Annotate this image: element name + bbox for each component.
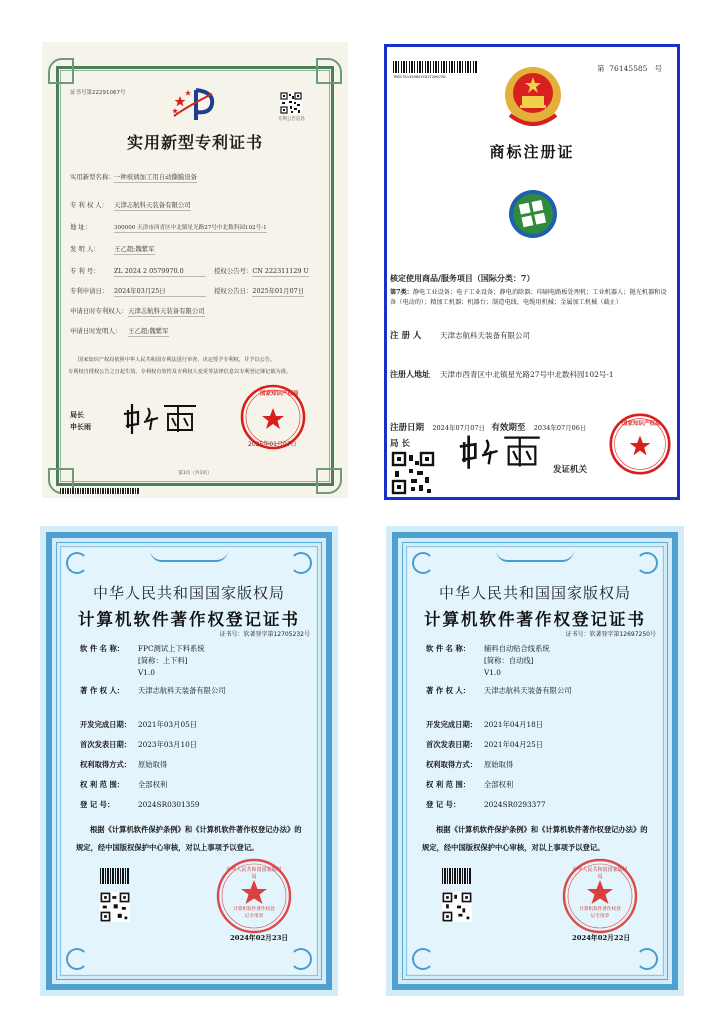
- patent-seal-date: 2025年01月07日: [248, 441, 297, 448]
- issuer-name: 中华人民共和国国家版权局: [92, 584, 285, 602]
- seal-date: 2024年02月23日: [230, 934, 289, 942]
- acquisition-method-row: 权利取得方式： 原始取得: [426, 760, 514, 769]
- corner-swirl-ornament: [412, 552, 434, 574]
- software-version: V1.0: [484, 668, 501, 677]
- software-name-row: 软 件 名 称： 辅料自动贴合线系统: [426, 644, 550, 653]
- certificate-number: 证书号：软著登字第12697250号: [565, 631, 656, 638]
- rights-scope-row: 权 利 范 围： 全部权利: [426, 780, 514, 789]
- patent-director-title: 局长: [70, 410, 84, 419]
- software-version: V1.0: [138, 668, 155, 677]
- patent-seal-text: 国家知识产权局: [260, 391, 299, 397]
- patent-field: 实用新型名称：一种玻璃加工用自动撕膜设备: [70, 173, 198, 181]
- patent-barcode: [60, 488, 140, 494]
- patent-body-text: 国家知识产权局依照中华人民共和国专利法进行审查，决定授予专利权，并予以公告。 专利权自授权公告之日起生效。专利权有效性及专利权人变更等法律信息以专利登记簿记载为准。: [68, 357, 292, 375]
- registrant-row: 注 册 人 天津志航科天装备有限公司: [390, 331, 530, 341]
- software-name-row: 软 件 名 称： FPC测试上下料系统: [80, 644, 205, 653]
- patent-inventor-row: 申请日时发明人： 王乙超;魏紫军: [70, 327, 169, 335]
- publish-date-row: 首次发表日期： 2023年03月10日: [80, 740, 198, 749]
- seal-ring-text: 中华人民共和国国家版权局: [226, 867, 282, 880]
- certificate-qr-code-icon: [100, 892, 130, 922]
- certificate-statement-1: 根据《计算机软件保护条例》和《计算机软件著作权登记办法》的: [436, 825, 648, 834]
- patent-applicant-row: 申请日时专利权人：天津志航科天装备有限公司: [70, 307, 205, 315]
- certificate-title: 计算机软件著作权登记证书: [78, 610, 300, 629]
- seal-date: 2024年02月22日: [572, 934, 631, 942]
- goods-description: 第7类：静电工业设备；电子工业设备；静电消除器；印刷电路板处理机；工业机器人；抛光机器和设备（电动的）；精加工机器；机器台；制造电线、电缆用机械；金属加工机械（截止）: [390, 289, 667, 306]
- software-short-name: [简称：自动线]: [484, 656, 534, 665]
- certificate-barcode: [100, 868, 130, 884]
- software-copyright-certificate: [40, 526, 338, 996]
- patent-date-row: 专利申请日： 2024年03月25日 授权公告日：2025年01月07日: [70, 287, 305, 295]
- corner-swirl-ornament: [636, 552, 658, 574]
- registration-number-row: 登 记 号： 2024SR0301359: [80, 800, 200, 809]
- corner-swirl-ornament: [412, 948, 434, 970]
- corner-swirl-ornament: [636, 948, 658, 970]
- patent-field: 发 明 人： 王乙超;魏紫军: [70, 245, 155, 253]
- director-signature: [122, 400, 202, 436]
- certificate-qr-code-icon: [442, 892, 472, 922]
- patent-number-row: 专 利 号： ZL 2024 2 0579970.0 授权公告号：CN 222311129 U: [70, 267, 309, 275]
- trademark-director-row: 局 长: [390, 439, 410, 449]
- trademark-director-signature: [457, 431, 547, 471]
- trademark-barcode: [393, 61, 477, 73]
- top-crest-ornament: [496, 550, 574, 562]
- corner-swirl-ornament: [66, 948, 88, 970]
- copyright-owner-row: 著 作 权 人： 天津志航科天装备有限公司: [80, 686, 226, 695]
- corner-swirl-ornament: [66, 552, 88, 574]
- corner-swirl-ornament: [290, 552, 312, 574]
- issuing-authority-label: 发证机关: [553, 465, 588, 475]
- corner-swirl-ornament: [290, 948, 312, 970]
- registered-trademark-logo: [506, 187, 560, 241]
- certificate-number: 证书号：软著登字第12705232号: [219, 631, 310, 638]
- seal-ring-text: 中华人民共和国国家版权局: [572, 867, 628, 880]
- registration-number-row: 登 记 号： 2024SR0293377: [426, 800, 546, 809]
- patent-corner-ornament: [316, 58, 342, 84]
- patent-cert-number: 证书号第22291067号: [70, 90, 126, 96]
- seal-inner-text: 计算机软件著作权登记专用章: [579, 907, 621, 919]
- trademark-number: 第 76145585 号: [597, 64, 663, 73]
- seal-inner-text: 计算机软件著作权登记专用章: [233, 907, 275, 919]
- patent-director-name: 申长雨: [70, 422, 91, 431]
- software-copyright-certificate: [386, 526, 684, 996]
- patent-field: 地 址： 300000 天津市西青区中北镇星光路27号中北数科园102号-1: [70, 223, 267, 231]
- trademark-title: 商标注册证: [489, 143, 575, 161]
- top-crest-ornament: [150, 550, 228, 562]
- qr-code-icon: [280, 92, 302, 114]
- registration-date-row: 注册日期 2024年07月07日 有效期至 2034年07月06日: [390, 423, 587, 433]
- software-short-name: [简称：上下料]: [138, 656, 188, 665]
- acquisition-method-row: 权利取得方式： 原始取得: [80, 760, 168, 769]
- copyright-owner-row: 著 作 权 人： 天津志航科天装备有限公司: [426, 686, 572, 695]
- issuer-name: 中华人民共和国国家版权局: [438, 584, 631, 602]
- cnipa-logo: [168, 86, 218, 126]
- trademark-certificate: [384, 44, 680, 500]
- certificate-statement-1: 根据《计算机软件保护条例》和《计算机软件著作权登记办法》的: [90, 825, 302, 834]
- trademark-barcode-text: TMZC76145585ZC01T2607Z0: [393, 74, 446, 79]
- certificate-title: 计算机软件著作权登记证书: [424, 610, 646, 629]
- national-emblem-icon: [500, 63, 566, 133]
- certificate-statement-2: 规定，经中国版权保护中心审核，对以上事项予以登记。: [422, 843, 605, 852]
- goods-heading: 核定使用商品/服务项目（国际分类：7）: [390, 273, 535, 283]
- trademark-qr-code-icon: [391, 451, 435, 495]
- patent-title: 实用新型专利证书: [126, 133, 263, 152]
- patent-page-number: 第1页（共1页）: [178, 471, 212, 476]
- patent-field: 专 利 权 人： 天津志航科天装备有限公司: [70, 201, 191, 209]
- dev-date-row: 开发完成日期： 2021年03月05日: [80, 720, 198, 729]
- publish-date-row: 首次发表日期： 2021年04月25日: [426, 740, 544, 749]
- certificate-statement-2: 规定，经中国版权保护中心审核，对以上事项予以登记。: [76, 843, 259, 852]
- certificate-barcode: [442, 868, 472, 884]
- patent-corner-ornament: [48, 58, 74, 84]
- trademark-seal-text: 国家知识产权局: [622, 421, 661, 427]
- qr-caption: 专利公告信息: [278, 117, 305, 122]
- dev-date-row: 开发完成日期： 2021年04月18日: [426, 720, 544, 729]
- patent-certificate: [42, 42, 348, 498]
- rights-scope-row: 权 利 范 围： 全部权利: [80, 780, 168, 789]
- registrant-address-row: 注册人地址 天津市西青区中北镇星光路27号中北数科园102号-1: [390, 369, 614, 379]
